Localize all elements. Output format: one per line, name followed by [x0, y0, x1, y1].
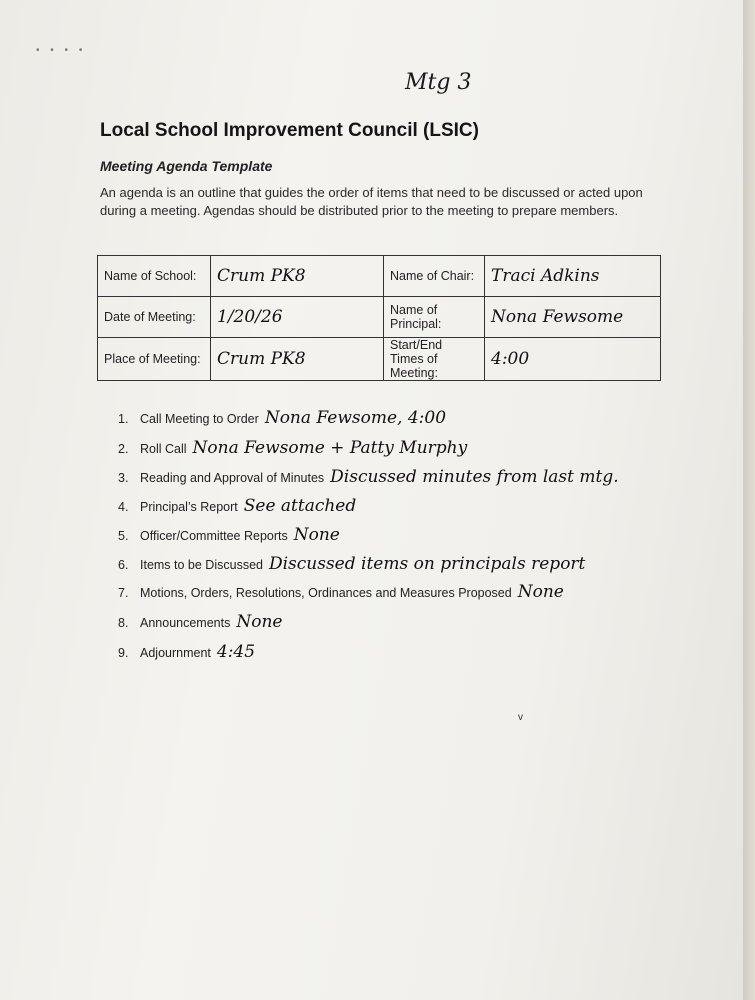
info-row	[98, 338, 661, 381]
agenda-item-number: 5.	[118, 529, 129, 543]
agenda-item-number: 1.	[118, 412, 129, 426]
school-value: Crum PK8	[211, 256, 384, 297]
agenda-item-number: 7.	[118, 586, 129, 600]
principal-value: Nona Fewsome	[485, 297, 661, 338]
agenda-item	[118, 496, 356, 516]
pen-mark: v	[518, 712, 523, 723]
agenda-item-label: Reading and Approval of Minutes	[140, 471, 325, 485]
agenda-item-label: Items to be Discussed	[140, 558, 263, 572]
school-label: Name of School:	[98, 256, 211, 297]
agenda-item-answer: Nona Fewsome, 4:00	[264, 408, 447, 428]
info-row	[98, 297, 661, 338]
agenda-item	[118, 582, 564, 602]
agenda-item-answer: 4:45	[216, 642, 256, 662]
document-title: Local School Improvement Council (LSIC)	[100, 120, 479, 141]
background-edge	[743, 0, 755, 1000]
agenda-item-label: Officer/Committee Reports	[140, 529, 288, 543]
chair-label: Name of Chair:	[384, 256, 485, 297]
chair-value: Traci Adkins	[485, 256, 661, 297]
agenda-item-label: Principal’s Report	[140, 500, 238, 514]
intro-paragraph: An agenda is an outline that guides the order of items that need to be discussed or acted upon during a meeting. Agendas should be distributed prior to the meeting to prepare members.	[100, 185, 643, 218]
meeting-info-table	[97, 255, 661, 381]
agenda-item	[118, 554, 585, 574]
agenda-item-answer: None	[517, 582, 564, 602]
agenda-item-label: Call Meeting to Order	[140, 412, 259, 426]
agenda-item	[118, 642, 255, 662]
agenda-item-number: 4.	[118, 500, 129, 514]
agenda-item-label: Motions, Orders, Resolutions, Ordinances and Measures Proposed	[140, 586, 512, 600]
agenda-item	[118, 408, 446, 428]
times-value: 4:00	[485, 338, 661, 381]
agenda-item-answer: None	[293, 525, 340, 545]
agenda-item-answer: Discussed items on principals report	[268, 554, 586, 574]
agenda-item-answer: Nona Fewsome + Patty Murphy	[192, 438, 468, 458]
agenda-item-number: 3.	[118, 471, 129, 485]
agenda-item-number: 6.	[118, 558, 129, 572]
agenda-item-label: Announcements	[140, 616, 231, 630]
place-label: Place of Meeting:	[98, 338, 211, 381]
info-row	[98, 256, 661, 297]
agenda-item-answer: Discussed minutes from last mtg.	[330, 467, 619, 487]
paper-marks: • • • •	[36, 45, 87, 56]
agenda-item	[118, 467, 619, 487]
handwritten-header-note: Mtg 3	[405, 70, 472, 95]
agenda-item	[118, 525, 340, 545]
agenda-item-number: 8.	[118, 616, 129, 630]
agenda-item-label: Roll Call	[140, 442, 187, 456]
agenda-item-answer: See attached	[243, 496, 357, 516]
agenda-item-number: 2.	[118, 442, 129, 456]
date-value: 1/20/26	[211, 297, 384, 338]
agenda-item	[118, 438, 467, 458]
times-label: Start/End Times of Meeting:	[384, 338, 485, 381]
document-subtitle: Meeting Agenda Template	[100, 158, 273, 174]
place-value: Crum PK8	[211, 338, 384, 381]
agenda-item-label: Adjournment	[140, 646, 211, 660]
agenda-item-answer: None	[236, 612, 283, 632]
date-label: Date of Meeting:	[98, 297, 211, 338]
agenda-item	[118, 612, 282, 632]
principal-label: Name of Principal:	[384, 297, 485, 338]
agenda-item-number: 9.	[118, 646, 129, 660]
